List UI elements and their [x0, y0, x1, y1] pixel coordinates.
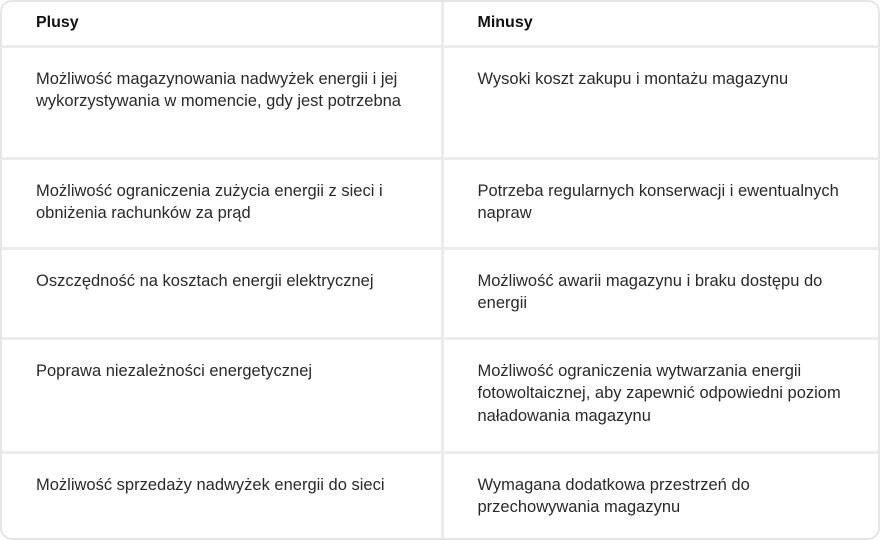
header-pros: Plusy [2, 2, 442, 46]
cons-cell: Możliwość ograniczenia wytwarzania energii fotowoltaicznej, aby zapewnić odpowiedni poziom naładowania magazynu [442, 338, 880, 452]
cons-cell: Potrzeba regularnych konserwacji i ewentualnych napraw [442, 158, 880, 248]
cons-cell: Wymagana dodatkowa przestrzeń do przechowywania magazynu [477, 475, 750, 516]
pros-cell: Możliwość magazynowania nadwyżek energii i jej wykorzystywania w momencie, gdy jest potrzebna [2, 46, 442, 158]
table-row [2, 158, 880, 248]
header-cons: Minusy [442, 2, 880, 46]
table-row [2, 452, 880, 540]
pros-cons-grid [2, 2, 880, 540]
table-body [2, 46, 880, 540]
pros-cell: Poprawa niezależności energetycznej [2, 338, 442, 452]
cons-cell: Wysoki koszt zakupu i montażu magazynu [442, 46, 880, 158]
table-row [2, 248, 880, 338]
header-row [2, 2, 880, 46]
pros-cell: Oszczędność na kosztach energii elektrycznej [2, 248, 442, 338]
pros-cell: Możliwość sprzedaży nadwyżek energii do sieci [2, 452, 442, 540]
table-row [2, 338, 880, 452]
pros-cell: Możliwość ograniczenia zużycia energii z sieci i obniżenia rachunków za prąd [2, 158, 442, 248]
table-row [2, 46, 880, 158]
cons-cell: Możliwość awarii magazynu i braku dostępu do energii [442, 248, 880, 338]
table-header [2, 2, 880, 46]
